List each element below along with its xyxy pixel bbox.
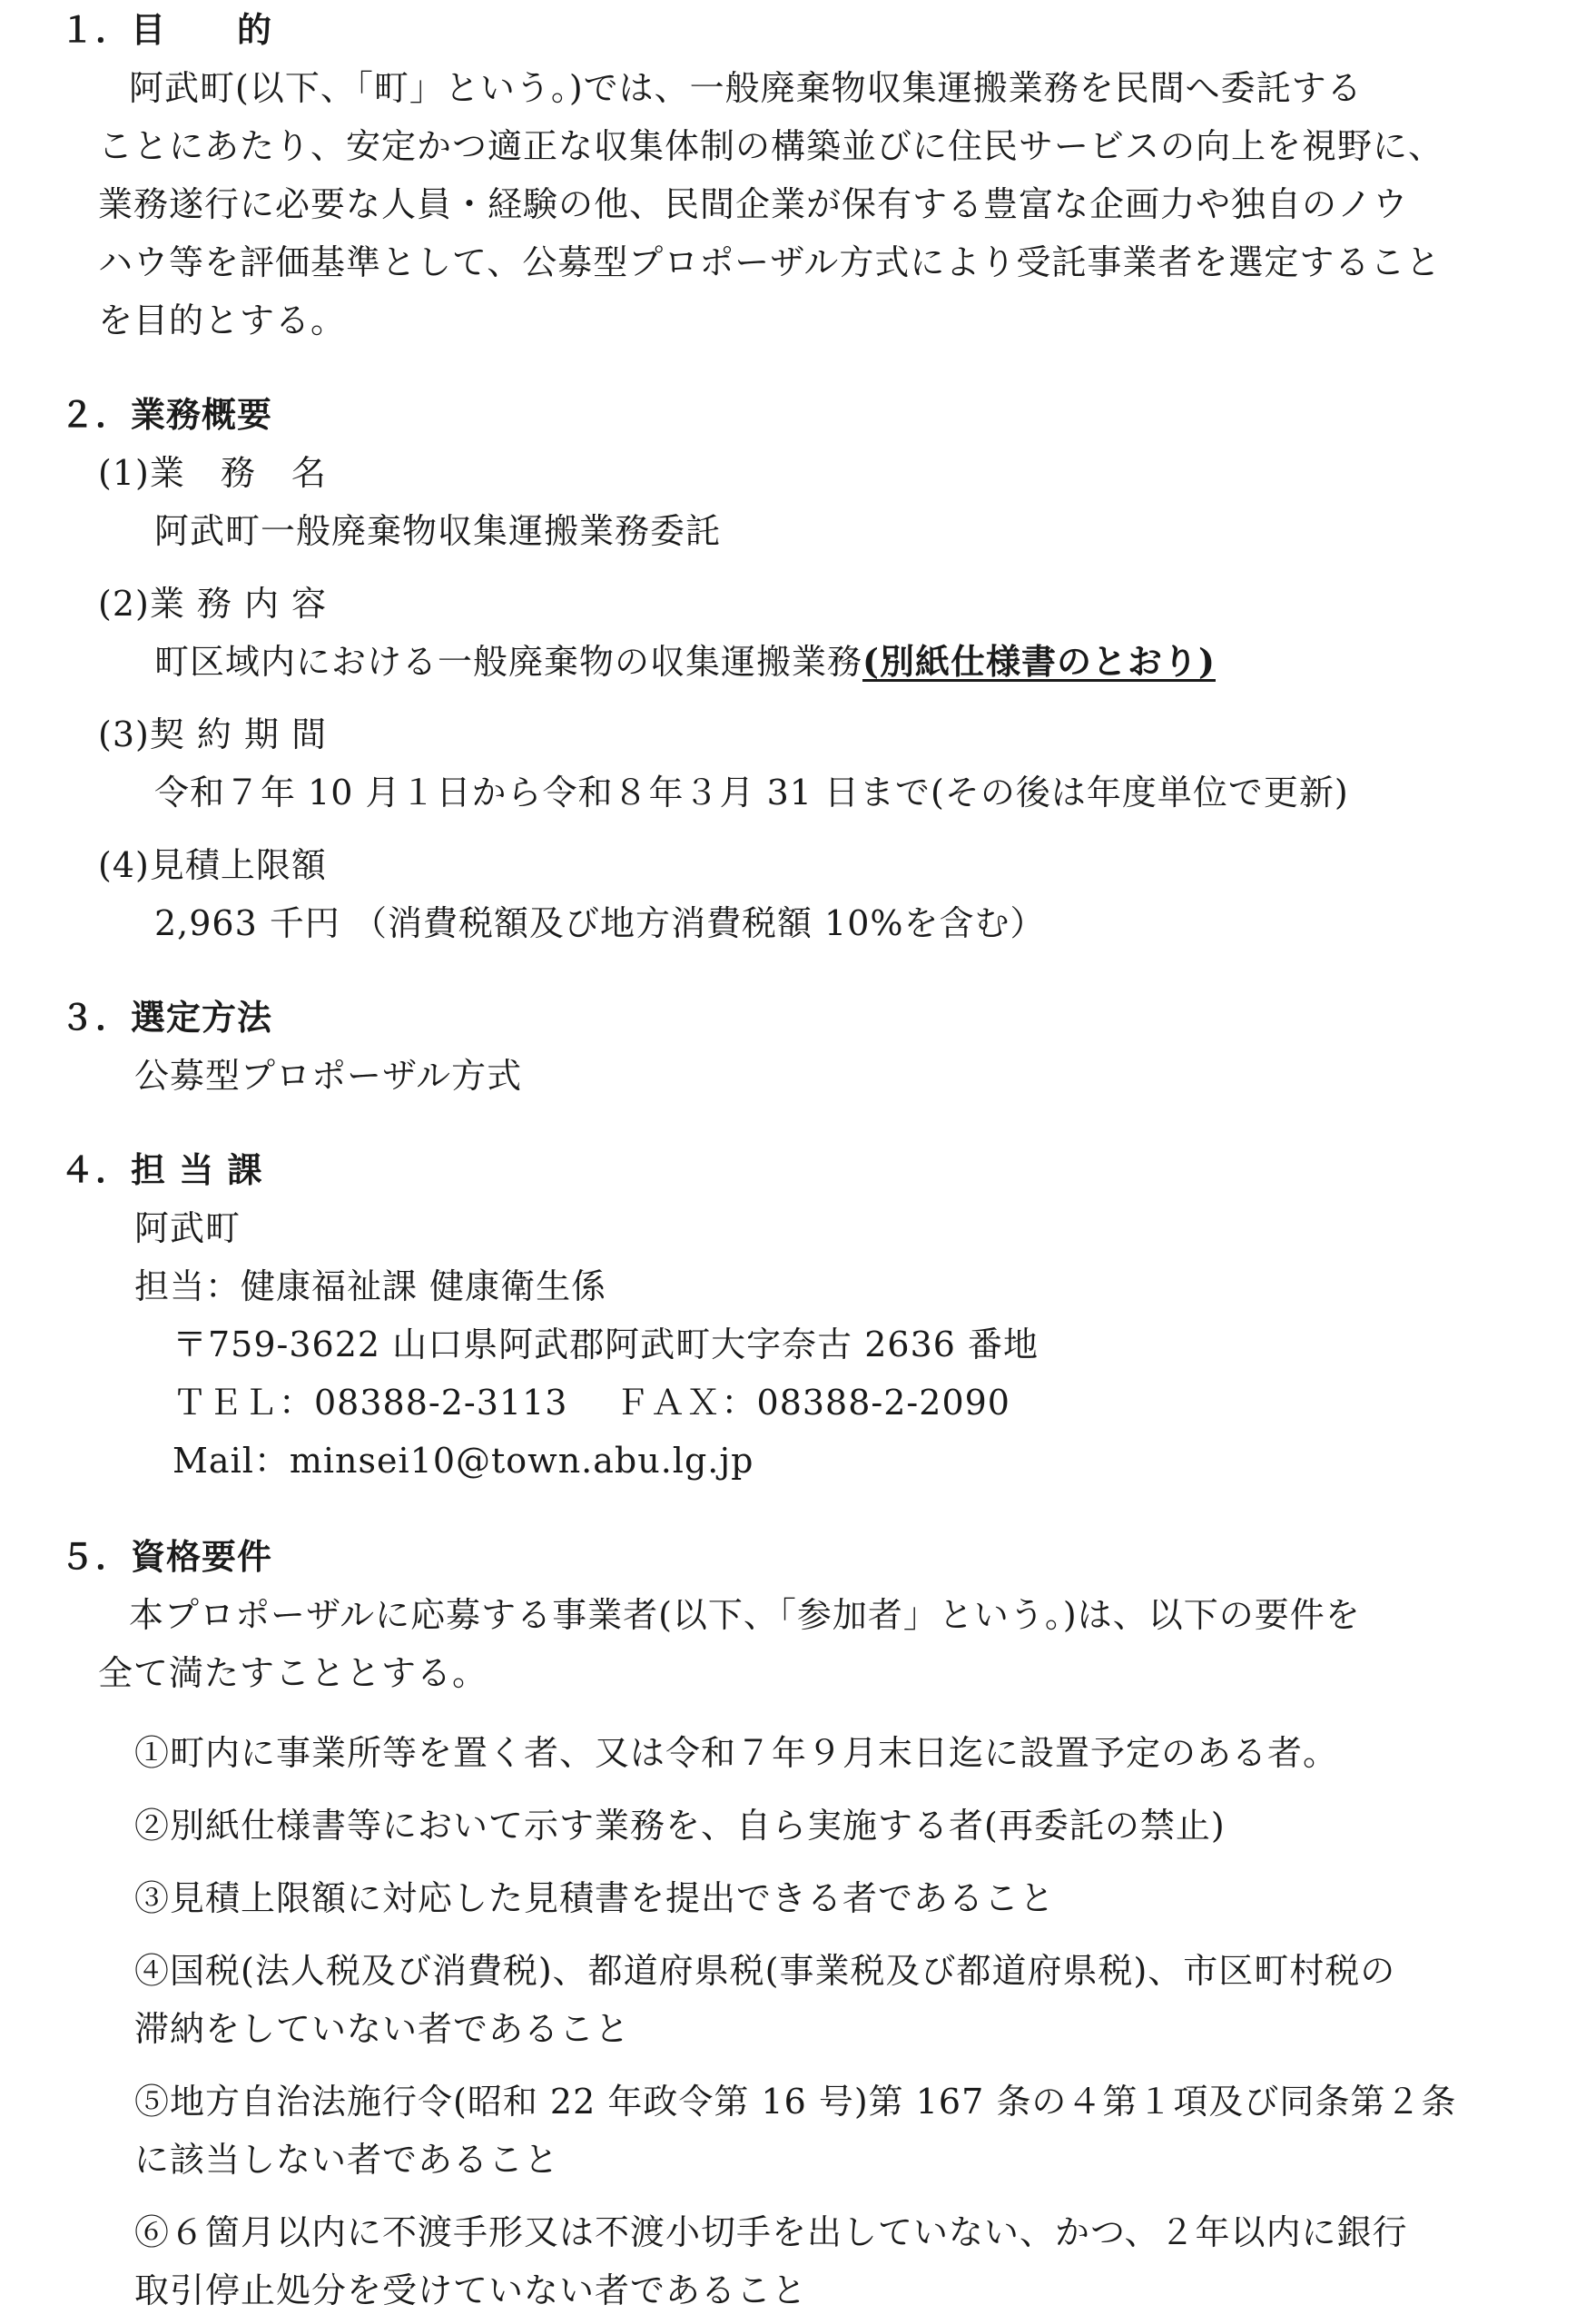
contact-phone-fax: ＴＥＬ：08388-2-3113 ＦＡＸ：08388-2-2090	[172, 1383, 1010, 1423]
item-2-label: (2)業 務 内 容	[98, 584, 328, 624]
item-3-label: (3)契 約 期 間	[98, 714, 328, 754]
item-2-value-line	[154, 639, 1216, 684]
contact-address: 〒759-3622 山口県阿武郡阿武町大字奈古 2636 番地	[172, 1324, 1039, 1364]
contact-department: 担当：健康福祉課 健康衛生係	[134, 1266, 607, 1306]
requirement-4-line-1: ④国税(法人税及び消費税)、都道府県税(事業税及び都道府県税)、市区町村税の	[134, 1951, 1396, 1991]
requirement-5-line-2: に該当しない者であること	[134, 2140, 560, 2180]
section-5-intro-1: 本プロポーザルに応募する事業者(以下、「参加者」という。)は、以下の要件を	[129, 1595, 1361, 1635]
requirement-6-line-1: ⑥６箇月以内に不渡手形又は不渡小切手を出していない、かつ、２年以内に銀行	[134, 2212, 1408, 2252]
section-1-line-1: 阿武町(以下、「町」という。)では、一般廃棄物収集運搬業務を民間へ委託する	[129, 68, 1363, 108]
item-2-value: 町区域内における一般廃棄物の収集運搬業務	[154, 642, 863, 682]
section-3-text: 公募型プロポーザル方式	[134, 1056, 523, 1096]
contact-org: 阿武町	[134, 1208, 241, 1248]
item-3-value: 令和７年 10 月１日から令和８年３月 31 日まで(その後は年度単位で更新)	[154, 773, 1349, 812]
section-1-heading: １．目 的	[60, 10, 273, 50]
contact-mail: Mail：minsei10@town.abu.lg.jp	[172, 1441, 754, 1481]
requirement-2: ②別紙仕様書等において示す業務を、自ら実施する者(再委託の禁止)	[134, 1806, 1226, 1846]
section-5-heading: ５．資格要件	[60, 1537, 273, 1577]
section-1-line-5: を目的とする。	[98, 300, 347, 340]
section-3-heading: ３．選定方法	[60, 998, 273, 1038]
requirement-6-line-2: 取引停止処分を受けていない者であること	[134, 2270, 808, 2310]
section-5-intro-2: 全て満たすこととする。	[98, 1653, 488, 1693]
requirement-4-line-2: 滞納をしていない者であること	[134, 2009, 631, 2049]
requirement-5-line-1: ⑤地方自治法施行令(昭和 22 年政令第 16 号)第 167 条の４第１項及び同条第２条	[134, 2082, 1457, 2122]
item-4-label: (4)見積上限額	[98, 845, 327, 885]
item-1-value: 阿武町一般廃棄物収集運搬業務委託	[154, 511, 722, 551]
spec-sheet-reference: (別紙仕様書のとおり)	[862, 641, 1216, 682]
item-1-label: (1)業 務 名	[98, 453, 327, 493]
section-4-heading: ４．担 当 課	[60, 1150, 263, 1190]
requirement-3: ③見積上限額に対応した見積書を提出できる者であること	[134, 1878, 1056, 1918]
section-1-line-4: ハウ等を評価基準として、公募型プロポーザル方式により受託事業者を選定すること	[98, 242, 1442, 282]
item-4-value: 2,963 千円 （消費税額及び地方消費税額 10%を含む）	[154, 903, 1046, 943]
section-1-line-2: ことにあたり、安定かつ適正な収集体制の構築並びに住民サービスの向上を視野に、	[98, 126, 1444, 166]
section-2-heading: ２．業務概要	[60, 395, 273, 435]
requirement-1: ①町内に事業所等を置く者、又は令和７年９月末日迄に設置予定のある者。	[134, 1733, 1339, 1773]
section-1-line-3: 業務遂行に必要な人員・経験の他、民間企業が保有する豊富な企画力や独自のノウ	[98, 184, 1409, 224]
